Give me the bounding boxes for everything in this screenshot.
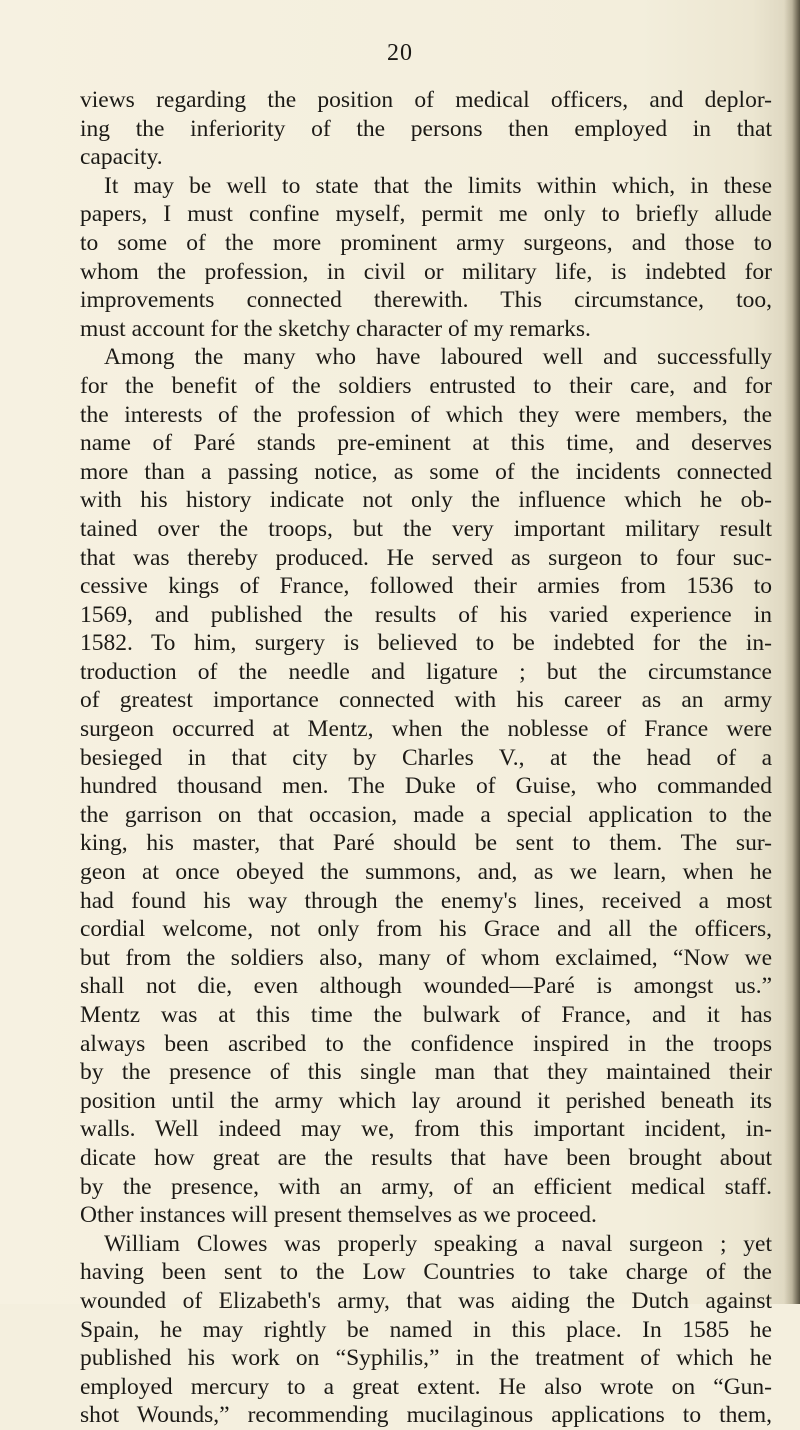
text-line: 1582. To him, surgery is believed to be indebted for the in- <box>80 630 772 657</box>
text-line: shot Wounds,” recommending mucilaginous applications to them, <box>80 1402 772 1429</box>
text-line: more than a passing notice, as some of the incidents connected <box>80 458 772 485</box>
text-line: papers, I must confine myself, permit me only to briefly allude <box>80 201 772 228</box>
text-line: 1569, and published the results of his varied experience in <box>80 601 772 628</box>
text-line: the garrison on that occasion, made a special application to the <box>80 801 772 828</box>
text-line: that was thereby produced. He served as surgeon to four suc- <box>80 544 772 571</box>
text-line: having been sent to the Low Countries to take charge of the <box>80 1259 772 1286</box>
page-edge-shadow <box>784 0 800 1304</box>
text-line: tained over the troops, but the very important military result <box>80 515 772 542</box>
text-line: shall not die, even although wounded—Paré is amongst us.” <box>80 973 772 1000</box>
text-line: William Clowes was properly speaking a naval surgeon ; yet <box>104 1230 772 1257</box>
text-line: views regarding the position of medical officers, and deplor- <box>80 87 772 113</box>
text-line: walls. Well indeed may we, from this important incident, in- <box>80 1116 772 1143</box>
text-line: to some of the more prominent army surgeons, and those to <box>80 229 772 256</box>
text-line: must account for the sketchy character of my remarks. <box>80 315 591 342</box>
text-line: Mentz was at this time the bulwark of France, and it has <box>80 1002 772 1028</box>
text-line: name of Paré stands pre-eminent at this time, and deserves <box>80 430 772 457</box>
text-line: cordial welcome, not only from his Grace and all the officers, <box>80 916 772 943</box>
text-line: Among the many who have laboured well and successfully <box>104 344 772 371</box>
page-number: 20 <box>387 40 413 66</box>
text-line: by the presence, with an army, of an efficient medical staff. <box>80 1173 772 1200</box>
text-line: It may be well to state that the limits within which, in these <box>104 172 772 199</box>
text-line: published his work on “Syphilis,” in the treatment of which he <box>80 1345 772 1372</box>
text-line: ing the inferiority of the persons then employed in that <box>80 115 772 142</box>
body-text <box>80 86 772 1430</box>
text-line: Other instances will present themselves as we proceed. <box>80 1202 597 1229</box>
text-line: geon at once obeyed the summons, and, as we learn, when he <box>80 859 772 886</box>
text-line: position until the army which lay around it perished beneath its <box>80 1087 772 1114</box>
text-line: Spain, he may rightly be named in this place. In 1585 he <box>80 1316 772 1343</box>
text-line: besieged in that city by Charles V., at the head of a <box>80 744 772 771</box>
text-line: cessive kings of France, followed their armies from 1536 to <box>80 573 772 600</box>
text-line: always been ascribed to the confidence inspired in the troops <box>80 1030 772 1057</box>
text-line: but from the soldiers also, many of whom exclaimed, “Now we <box>80 944 772 971</box>
text-line: capacity. <box>80 144 163 171</box>
text-line: wounded of Elizabeth's army, that was aiding the Dutch against <box>80 1287 772 1314</box>
text-line: surgeon occurred at Mentz, when the noblesse of France were <box>80 716 772 743</box>
text-line: whom the profession, in civil or military life, is indebted for <box>80 258 772 285</box>
text-line: of greatest importance connected with his career as an army <box>80 687 772 714</box>
text-line: the interests of the profession of which they were members, the <box>80 401 772 428</box>
text-line: for the benefit of the soldiers entrusted to their care, and for <box>80 372 772 399</box>
text-line: by the presence of this single man that they maintained their <box>80 1059 772 1086</box>
text-line: dicate how great are the results that have been brought about <box>80 1144 772 1171</box>
text-line: king, his master, that Paré should be sent to them. The sur- <box>80 830 772 857</box>
text-line: troduction of the needle and ligature ; but the circumstance <box>80 658 772 685</box>
text-line: hundred thousand men. The Duke of Guise, who commanded <box>80 773 772 800</box>
text-line: had found his way through the enemy's lines, received a most <box>80 887 772 914</box>
text-line: with his history indicate not only the influence which he ob- <box>80 487 772 514</box>
text-line: employed mercury to a great extent. He also wrote on “Gun- <box>80 1373 772 1400</box>
text-line: improvements connected therewith. This circumstance, too, <box>80 287 772 314</box>
